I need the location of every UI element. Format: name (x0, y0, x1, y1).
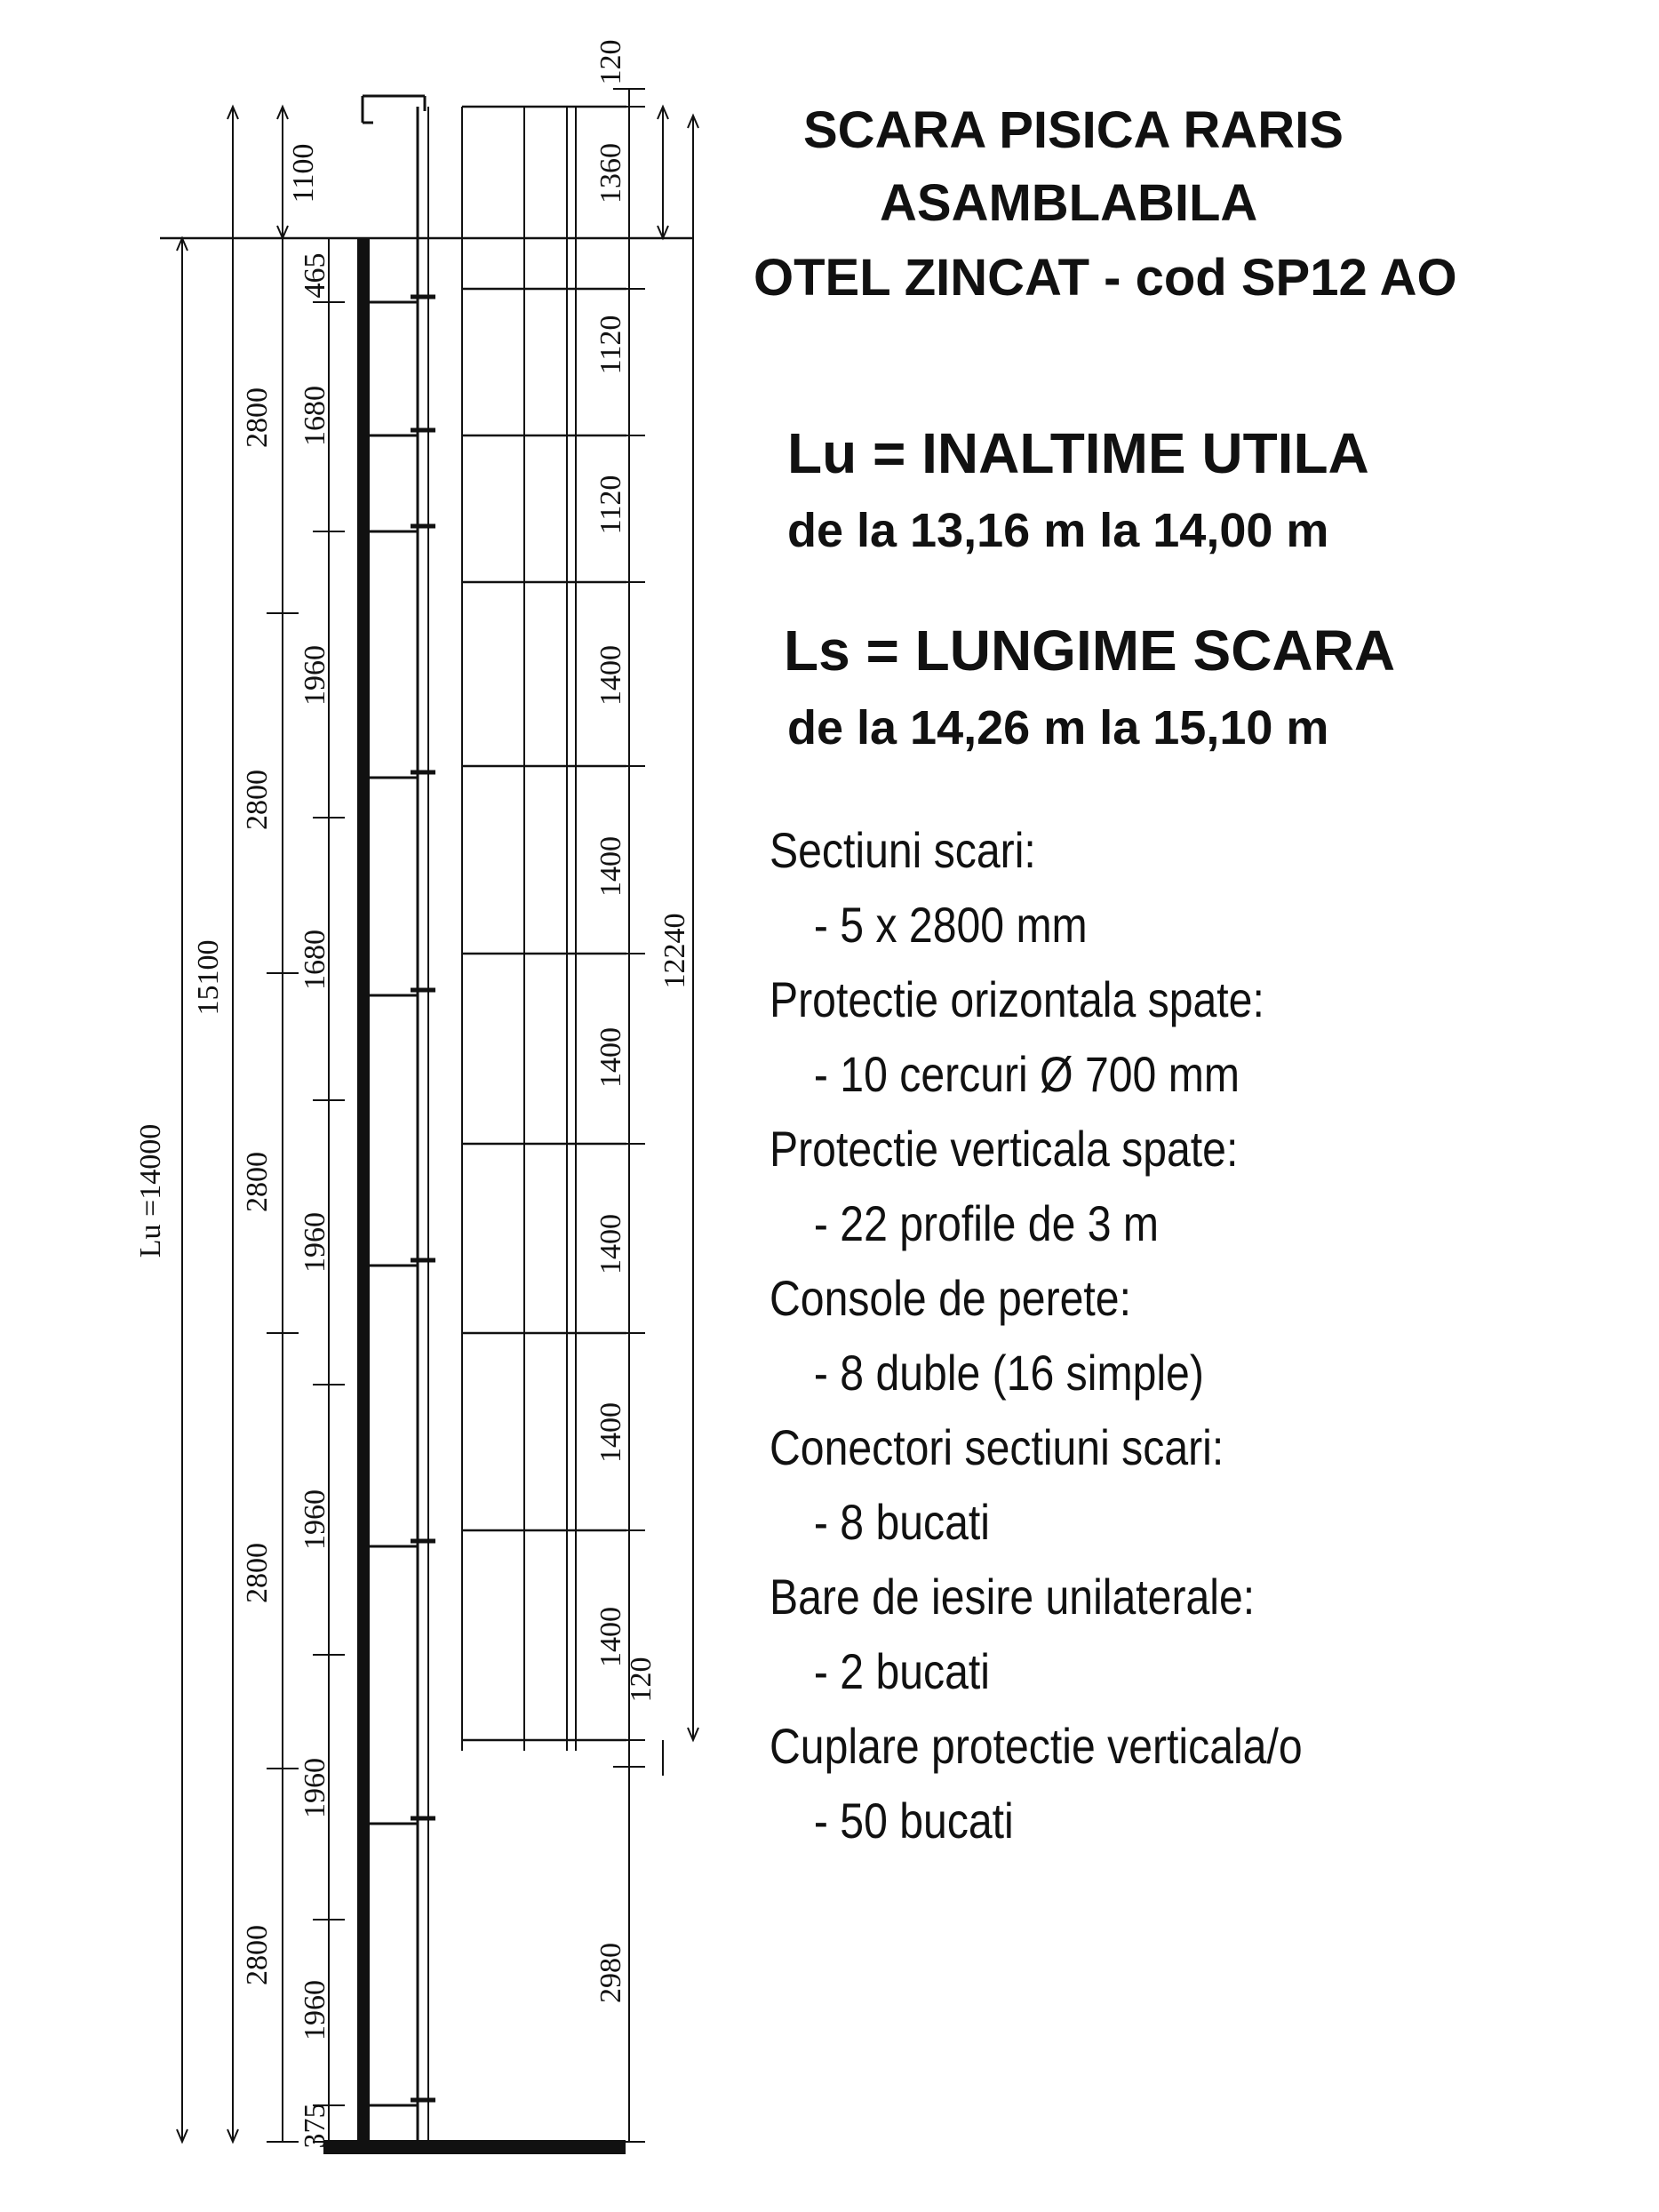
label-ls-total: 15100 (192, 939, 225, 1016)
label-section-length: 2800 (241, 770, 274, 830)
label-bracket-spacing: 1680 (299, 930, 331, 990)
component-label: Conectori sectiuni scari: (770, 1419, 1224, 1475)
label-bracket-spacing: 1680 (299, 386, 331, 446)
label-section-length: 2800 (241, 1152, 274, 1212)
component-label: Cuplare protectie verticala/o (770, 1718, 1303, 1774)
component-label: Protectie orizontala spate: (770, 971, 1264, 1027)
component-value: - 10 cercuri Ø 700 mm (813, 1046, 1240, 1102)
label-hoop-spacing: 1400 (594, 1027, 627, 1088)
label-hoop-spacing: 1120 (594, 315, 627, 375)
label-cage-total: 12240 (658, 913, 691, 989)
components-list (770, 813, 1503, 1858)
label-bracket-spacing: 1960 (299, 1212, 331, 1273)
label-bottom-offset: 120 (625, 1657, 658, 1703)
ls-range: de la 14,26 m la 15,10 m (787, 701, 1329, 755)
component-value: - 50 bucati (813, 1793, 1014, 1849)
label-top-offset: 120 (594, 39, 627, 85)
title-line-1: SCARA PISICA RARIS (803, 101, 1344, 159)
label-bracket-spacing: 1960 (299, 1758, 331, 1818)
ls-heading: Ls = LUNGIME SCARA (784, 619, 1396, 683)
component-label: Protectie verticala spate: (770, 1121, 1239, 1177)
label-hoop-spacing: 1400 (594, 1607, 627, 1667)
label-bracket-spacing: 1960 (299, 645, 331, 706)
label-section-length: 2800 (241, 1925, 274, 1985)
label-bottom-clearance: 2980 (594, 1943, 627, 2003)
label-hoop-spacing: 1400 (594, 836, 627, 897)
component-label: Console de perete: (770, 1270, 1131, 1326)
floor-slab (323, 2140, 626, 2154)
title-line-3: OTEL ZINCAT - cod SP12 AO (754, 249, 1457, 307)
component-value: - 5 x 2800 mm (813, 897, 1088, 953)
label-bracket-spacing: 1960 (299, 1980, 331, 2040)
label-section-length: 2800 (241, 387, 274, 448)
label-hoop-spacing: 1120 (594, 475, 627, 535)
label-hoop-spacing: 1400 (594, 645, 627, 706)
title-line-2: ASAMBLABILA (880, 174, 1258, 232)
label-bracket-spacing: 1960 (299, 1489, 331, 1550)
label-bracket-spacing: 375 (299, 2103, 331, 2149)
lu-heading: Lu = INALTIME UTILA (787, 421, 1369, 485)
component-label: Sectiuni scari: (770, 822, 1036, 878)
wall-line (357, 238, 370, 2151)
label-bracket-spacing: 465 (299, 252, 331, 299)
component-value: - 22 profile de 3 m (813, 1195, 1160, 1251)
component-value: - 8 duble (16 simple) (813, 1345, 1204, 1401)
label-top-extension: 1100 (287, 143, 320, 204)
dimension-labels (134, 40, 691, 2149)
label-lu-total: Lu =14000 (134, 1123, 167, 1258)
component-value: - 8 bucati (813, 1494, 990, 1550)
component-label: Bare de iesire unilaterale: (770, 1569, 1256, 1625)
label-section-length: 2800 (241, 1543, 274, 1603)
lu-range: de la 13,16 m la 14,00 m (787, 504, 1329, 557)
component-value: - 2 bucati (813, 1643, 990, 1699)
label-top-cage: 1360 (594, 143, 627, 204)
label-hoop-spacing: 1400 (594, 1402, 627, 1463)
label-hoop-spacing: 1400 (594, 1214, 627, 1274)
